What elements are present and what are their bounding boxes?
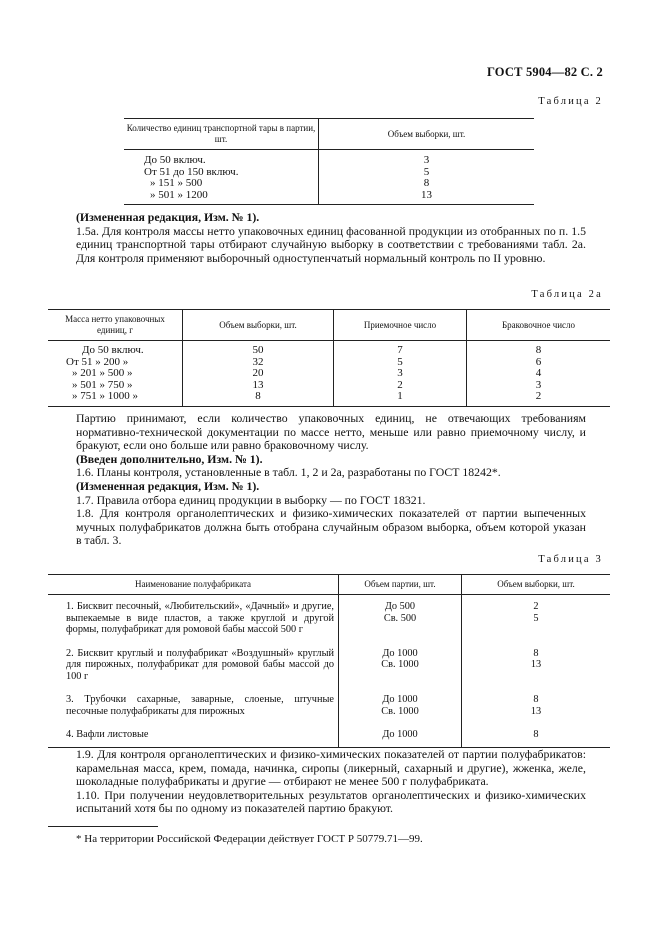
table3-col2-header: Объем партии, шт. <box>339 575 462 595</box>
table-row: 2. Бисквит круглый и полуфабрикат «Воздушный» круглый для пирожных, полуфабрикат для ромовой бабы массой до 100 г До 1000 Св. 1000 8 13 <box>48 642 610 689</box>
acceptance-paragraph: Партию принимают, если количество упаковочных единиц, не отвечающих требованиям нормативно-технической документации по массе нетто, меньше или равно приемочному числу, и бракуют, если оно больше или равно браковочному числу. <box>76 411 586 453</box>
table2-caption: Таблица 2 <box>538 96 603 107</box>
table2a-col2-header: Объем выборки, шт. <box>183 310 334 341</box>
table-row: От 51 до 150 включ. 5 <box>124 167 534 179</box>
table-row: » 201 » 500 » 20 3 4 <box>48 368 610 380</box>
paragraph-1-10: 1.10. При получении неудовлетворительных результатов органолептических и физико-химических испытаний хотя бы по одному из показателей партию бракуют. <box>76 787 586 816</box>
table-row: » 751 » 1000 » 8 1 2 <box>48 391 610 406</box>
footnote-divider <box>48 826 158 827</box>
table2a <box>48 309 610 407</box>
section-1-9-1-10 <box>76 748 586 816</box>
paragraph-1-7: 1.7. Правила отбора единиц продукции в выборку — по ГОСТ 18321. <box>76 492 426 507</box>
table2-col1-header: Количество единиц транспортной тары в партии, шт. <box>124 119 319 150</box>
paragraph-1-5a: 1.5а. Для контроля массы нетто упаковочных единиц фасованной продукции из отобранных по п. 1.5 единиц транспортной тары отбирают случайную выборку в соответствии с требованиями табл. 2а. Для контроля применяют выборочный одноступенчатый нормальный контроль по II уровню. <box>76 223 586 265</box>
edited-note: (Измененная редакция, Изм. № 1). <box>76 478 260 493</box>
edited-note: (Измененная редакция, Изм. № 1). <box>76 210 260 224</box>
page-header: ГОСТ 5904—82 С. 2 <box>486 65 603 79</box>
table3 <box>48 574 610 748</box>
table-row: » 501 » 1200 13 <box>124 190 534 205</box>
table2-col2-header: Объем выборки, шт. <box>319 119 535 150</box>
paragraph-1-6: 1.6. Планы контроля, установленные в табл. 1, 2 и 2а, разработаны по ГОСТ 18242*. <box>76 465 501 480</box>
paragraph-1-8: 1.8. Для контроля органолептических и физико-химических показателей от партии выпеченных мучных полуфабрикатов должна быть отобрана случайным образом выборка, объем которой указан в табл. 3. <box>76 506 586 548</box>
table-row: До 50 включ. 50 7 8 <box>48 341 610 357</box>
table-row: До 50 включ. 3 <box>124 150 534 167</box>
table-row: » 501 » 750 » 13 2 3 <box>48 380 610 392</box>
table2 <box>124 118 534 205</box>
table3-caption: Таблица 3 <box>538 554 603 565</box>
section-1-6-1-8 <box>76 412 586 548</box>
table2a-col1-header: Масса нетто упаковочных единиц, г <box>48 310 183 341</box>
table2a-caption: Таблица 2а <box>531 289 603 300</box>
section-1-5a <box>76 211 586 265</box>
table-row: 3. Трубочки сахарные, заварные, слоеные, штучные песочные полуфабрикаты для пирожных До 1000 Св. 1000 8 13 <box>48 688 610 723</box>
table3-col1-header: Наименование полуфабриката <box>48 575 339 595</box>
added-note: (Введен дополнительно, Изм. № 1). <box>76 451 263 466</box>
table-row: » 151 » 500 8 <box>124 178 534 190</box>
footnote: * На территории Российской Федерации действует ГОСТ Р 50779.71—99. <box>76 833 423 845</box>
paragraph-1-9: 1.9. Для контроля органолептических и физико-химических показателей от партии полуфабрикатов: карамельная масса, крем, помада, начинка, сиропы (ликерный, сахарный и другие), жженка, желе, шоколадные полуфабрикаты и другие — отбирают не менее 500 г полуфабриката. <box>76 747 586 789</box>
table-row: 4. Вафли листовые До 1000 8 <box>48 723 610 747</box>
table2a-col4-header: Браковочное число <box>467 310 611 341</box>
table3-col3-header: Объем выборки, шт. <box>462 575 611 595</box>
table2a-col3-header: Приемочное число <box>334 310 467 341</box>
table-row: От 51 » 200 » 32 5 6 <box>48 357 610 369</box>
table-row: 1. Бисквит песочный, «Любительский», «Дачный» и другие, выпекаемые в виде пластов, а также круглой и другой формы, полуфабрикат для ромовой бабы массой 500 г До 500 Св. 500 2 5 <box>48 595 610 642</box>
